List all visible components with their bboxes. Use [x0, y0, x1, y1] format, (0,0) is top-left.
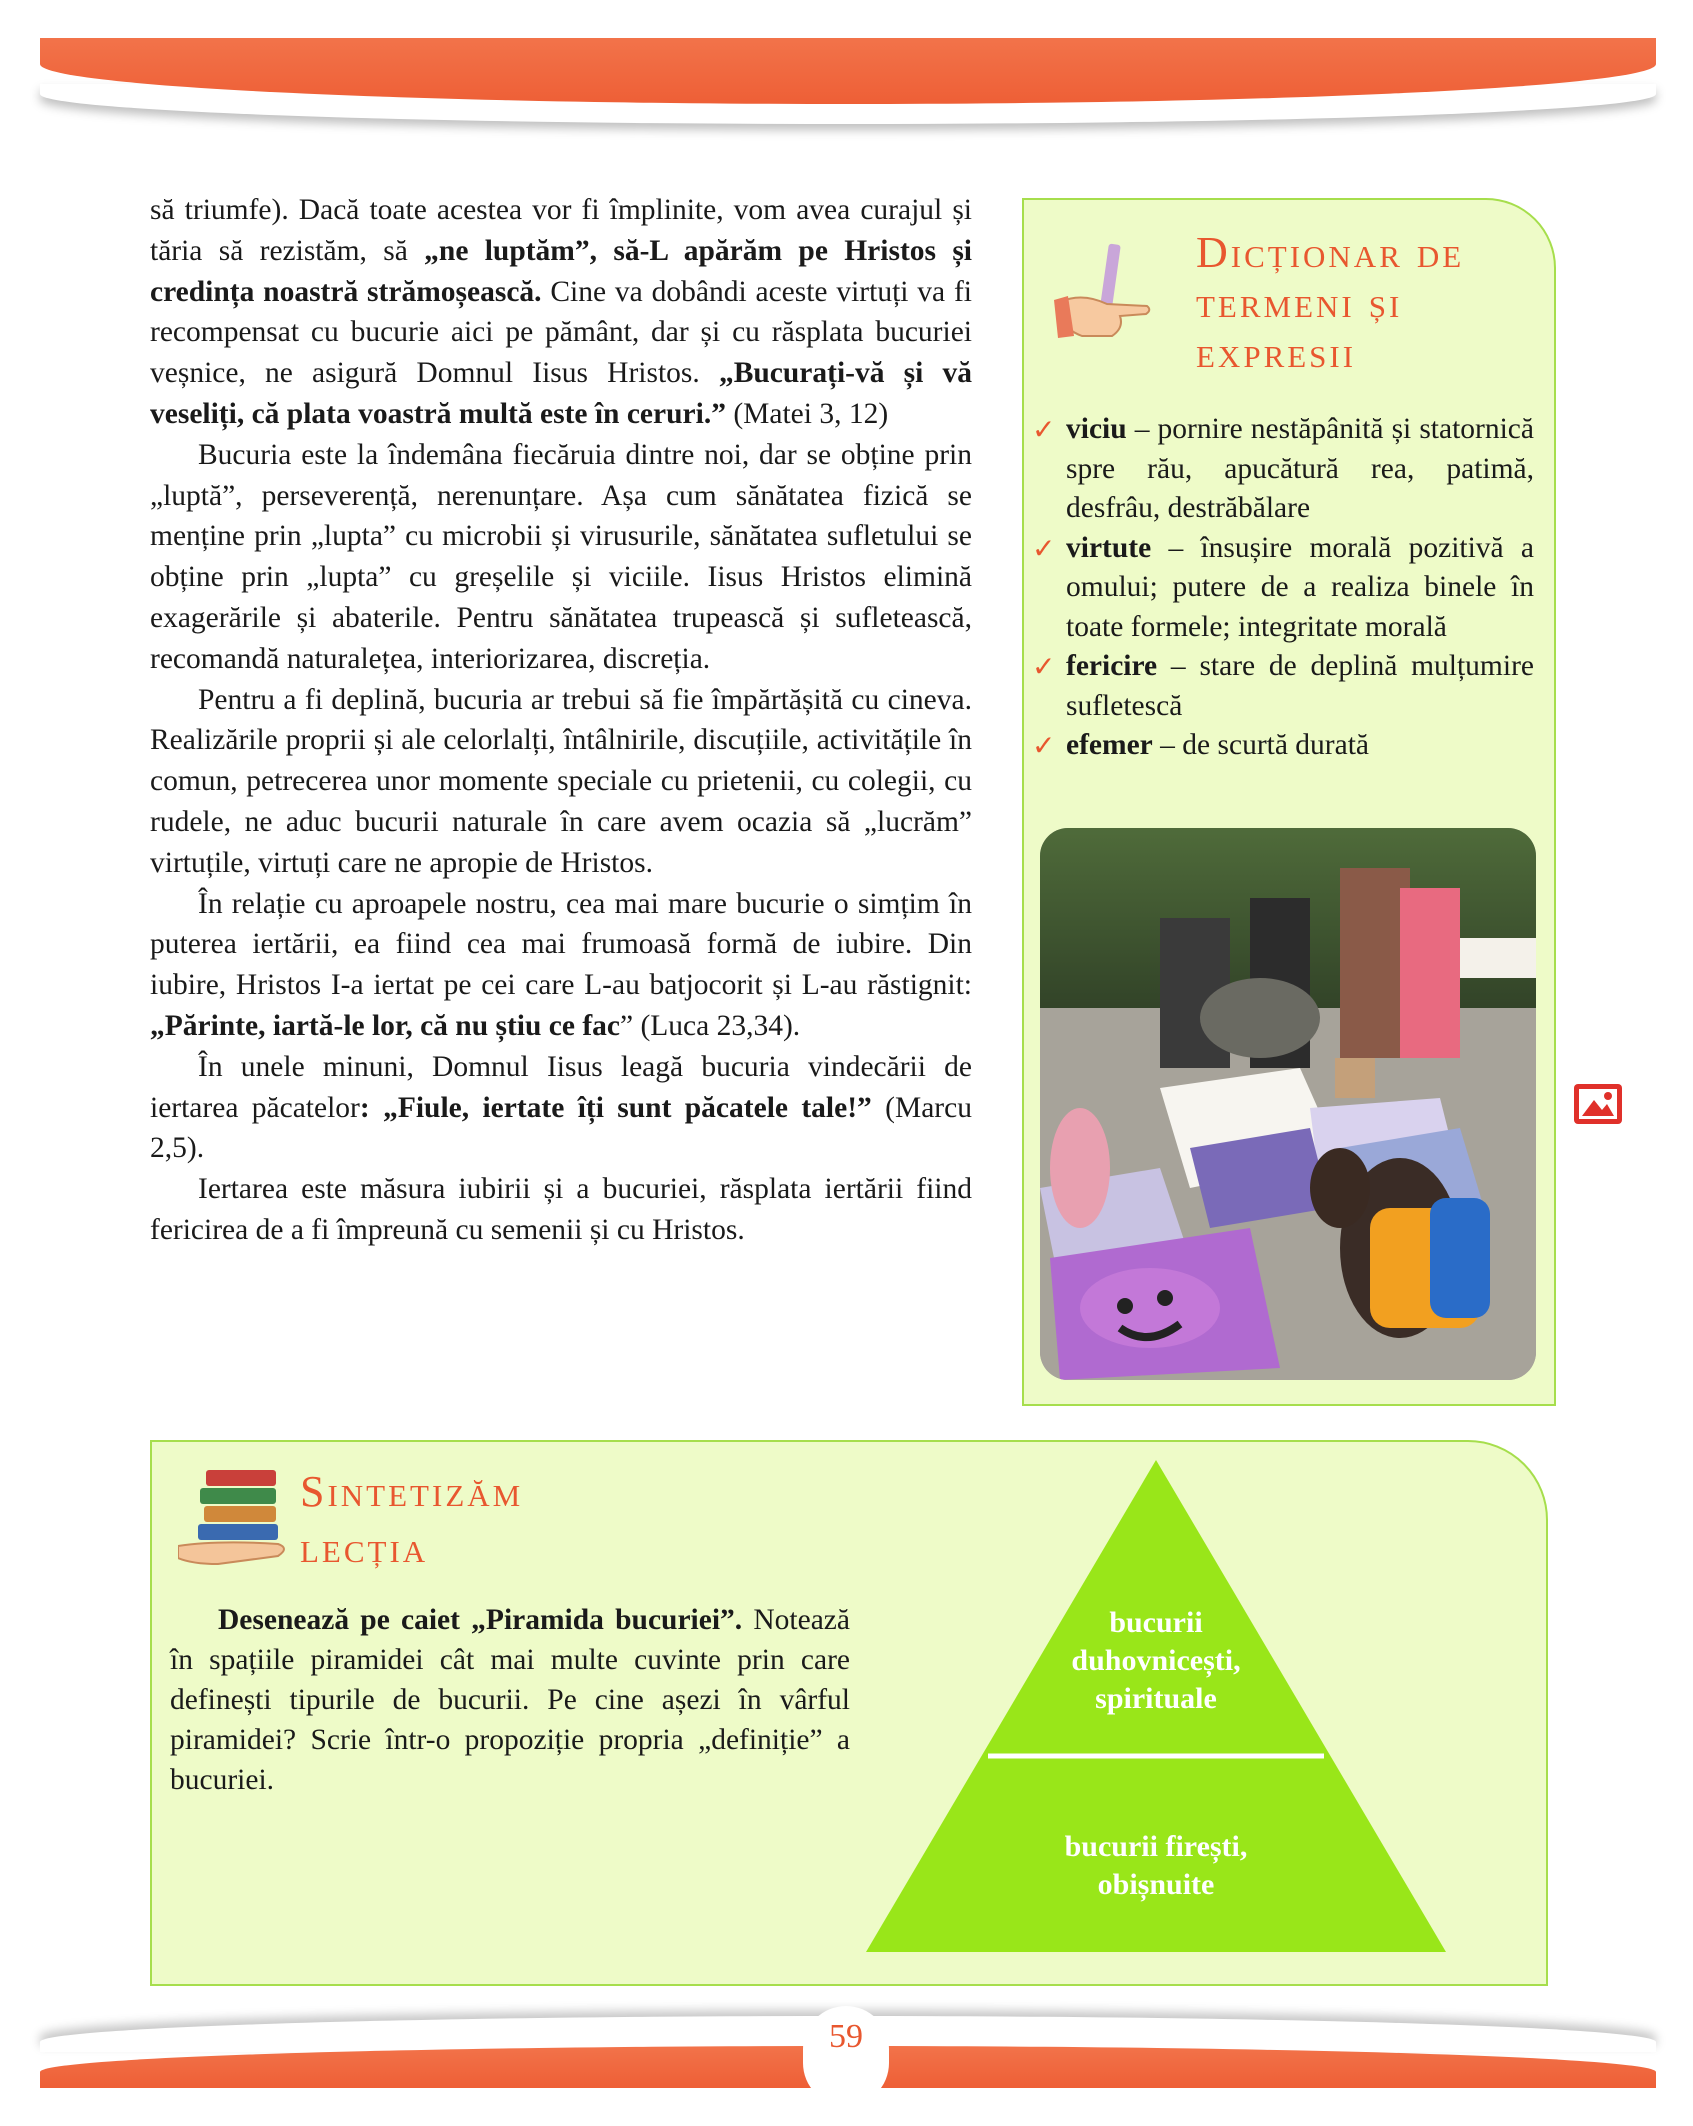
- page-number: 59: [829, 2018, 863, 2055]
- checkmark-icon: ✓: [1032, 413, 1056, 446]
- paragraph-2: Bucuria este la îndemâna fiecăruia dintre noi, dar se obține prin „luptă”, perseverență, nerenunțare. Așa cum sănătatea fizică se menține prin „lupta” cu microbii și virusurile, sănătatea sufletului se obține prin „lupta” cu greșelile și viciile. Iisus Hristos elimină exagerările și abaterile. Pentru sănătatea trupească și sufletească, recomandă naturalețea, interiorizarea, discreția.: [150, 438, 972, 675]
- checkmark-icon: ✓: [1032, 531, 1056, 565]
- books-hand-icon: [178, 1460, 298, 1576]
- paragraph-6: Iertarea este măsura iubirii și a bucuriei, răsplata iertării fiind fericirea de a fi împreună cu semenii și cu Hristos.: [150, 1173, 972, 1246]
- pyramid-bottom-label: bucurii firești, obișnuite: [1064, 1830, 1248, 1901]
- paragraph-3: Pentru a fi deplină, bucuria ar trebui să fie împărtășită cu cineva. Realizările proprii și ale celorlalți, întâlnirile, discuțiile, activitățile în comun, petrecerea unor momente speciale cu prietenii, cu colegii, cu rudele, ne aduc bucurii naturale în care avem ocazia să „lucrăm” virtuțile, virtuți care ne apropie de Hristos.: [150, 683, 972, 879]
- dictionary-title: Dicționar de termeni și expresii: [1196, 228, 1465, 377]
- checkmark-icon: ✓: [1032, 729, 1056, 762]
- dictionary-list: [1032, 410, 1534, 766]
- dictionary-entry: ✓ fericire – stare de deplină mulțumire sufletescă: [1032, 647, 1534, 726]
- synthesis-title: Sintetizăm lecția: [300, 1467, 524, 1572]
- dictionary-entry: ✓ virtute – însușire morală pozitivă a omului; putere de a realiza binele în toate formele; integritate morală: [1032, 529, 1534, 648]
- pencil-hand-icon: [1052, 232, 1192, 372]
- pyramid-top-label: bucurii duhovnicești, spirituale: [1071, 1606, 1241, 1715]
- checkmark-icon: ✓: [1032, 650, 1056, 683]
- paragraph-4: În relație cu aproapele nostru, cea mai mare bucurie o simțim în puterea iertării, ea fiind cea mai frumoasă formă de iubire. Din iubire, Hristos I-a iertat pe cei care L-au batjocorit și L-au răstignit: „Părinte, iartă-le lor, că nu știu ce fac” (Luca 23,34).: [150, 887, 972, 1042]
- dictionary-entry: ✓ efemer – de scurtă durată: [1032, 726, 1534, 766]
- image-icon[interactable]: [1572, 1082, 1624, 1126]
- paragraph-5: În unele minuni, Domnul Iisus leagă bucuria vindecării de iertarea păcatelor: „Fiule, iertate îți sunt păcatele tale!” (Marcu 2,5).: [150, 1050, 972, 1165]
- main-text: [150, 190, 972, 1251]
- synthesis-text: Desenează pe caiet „Piramida bucuriei”. Notează în spațiile piramidei cât mai multe cuvinte prin care definești tipurile de bucurii. Pe cine așezi în vârful piramidei? Scrie într-o propoziție propria „definiție” a bucuriei.: [170, 1604, 850, 1796]
- activity-photo: [1040, 828, 1536, 1380]
- dictionary-entry: ✓ viciu – pornire nestăpânită și statornică spre rău, apucătură rea, patimă, desfrâu, destrăbălare: [1032, 410, 1534, 529]
- paragraph-1: să triumfe). Dacă toate acestea vor fi împlinite, vom avea curajul și tăria să rezistăm, să „ne luptăm”, să-L apărăm pe Hristos și credința noastră strămoșească. Cine va dobândi aceste virtuți va fi recompensat cu bucurie aici pe pământ, dar și cu răsplata bucuriei veșnice, ne asigură Domnul Iisus Hristos. „Bucurați-vă și vă veseliți, că plata voastră multă este în ceruri.” (Matei 3, 12): [150, 194, 973, 430]
